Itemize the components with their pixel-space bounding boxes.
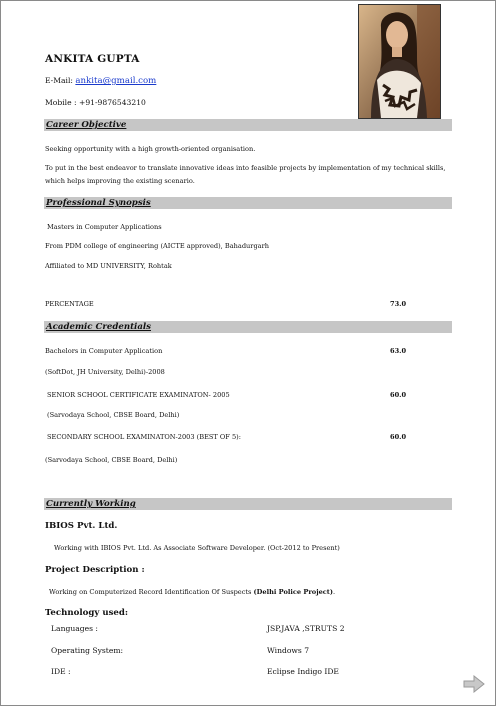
percentage-label: PERCENTAGE xyxy=(45,300,94,308)
synopsis-line-1: Masters in Computer Applications xyxy=(47,223,162,231)
tech-row-1-value: JSP,JAVA ,STRUTS 2 xyxy=(267,624,345,633)
tech-row-3-value: Eclipse Indigo IDE xyxy=(267,667,339,676)
credential-3-score: 60.0 xyxy=(390,433,407,441)
project-end: . xyxy=(332,588,336,596)
credential-3-label: SECONDARY SCHOOL EXAMINATON-2003 (BEST OF 5): xyxy=(47,433,241,441)
email-line xyxy=(45,76,156,86)
synopsis-line-3: Affiliated to MD UNIVERSITY, Rohtak xyxy=(45,262,172,270)
credential-3-detail: (Sarvodaya School, CBSE Board, Delhi) xyxy=(45,456,178,464)
section-currently-working xyxy=(44,498,452,510)
project-title: Project Description : xyxy=(45,565,145,575)
mobile-label: Mobile : xyxy=(45,98,77,107)
profile-photo-art xyxy=(359,5,440,118)
section-academic-credentials xyxy=(44,321,452,333)
objective-line-1: Seeking opportunity with a high growth-oriented organisation. xyxy=(45,145,256,153)
credential-2-detail: (Sarvodaya School, CBSE Board, Delhi) xyxy=(47,411,180,419)
section-career-objective xyxy=(44,119,452,131)
section-title: Currently Working xyxy=(46,499,136,509)
section-title: Academic Credentials xyxy=(46,322,151,332)
synopsis-line-2: From PDM college of engineering (AICTE approved), Bahadurgarh xyxy=(45,242,270,250)
project-name: (Delhi Police Project) xyxy=(253,588,333,596)
percentage-value: 73.0 xyxy=(390,300,407,308)
mobile-line xyxy=(45,98,146,107)
section-professional-synopsis xyxy=(44,197,452,209)
mobile-number: +91-9876543210 xyxy=(78,98,146,107)
tech-row-2-value: Windows 7 xyxy=(267,646,310,655)
technology-title: Technology used: xyxy=(45,608,129,618)
profile-photo xyxy=(358,4,441,119)
email-link[interactable]: ankita@gmail.com xyxy=(75,76,157,86)
next-arrow-icon[interactable] xyxy=(463,675,485,693)
credential-1-score: 63.0 xyxy=(390,347,407,355)
candidate-name: ANKITA GUPTA xyxy=(45,53,140,65)
project-line xyxy=(49,588,335,596)
tech-row-2-label: Operating System: xyxy=(51,646,124,655)
credential-2-score: 60.0 xyxy=(390,391,407,399)
section-title: Career Objective xyxy=(46,120,127,130)
project-text: Working on Computerized Record Identification Of Suspects xyxy=(49,588,252,596)
objective-line-2: To put in the best endeavor to translate innovative ideas into feasible projects by implementation of my technical skills, xyxy=(45,164,446,172)
credential-2-label: SENIOR SCHOOL CERTIFICATE EXAMINATON- 2005 xyxy=(47,391,230,399)
role-line: Working with IBIOS Pvt. Ltd. As Associate Software Developer. (Oct-2012 to Present) xyxy=(54,544,340,552)
tech-row-3-label: IDE : xyxy=(51,667,71,676)
company-name: IBIOS Pvt. Ltd. xyxy=(45,521,118,531)
objective-line-3: which helps improving the existing scenario. xyxy=(45,177,195,185)
section-title: Professional Synopsis xyxy=(46,198,151,208)
credential-1-label: Bachelors in Computer Application xyxy=(45,347,163,355)
credential-1-detail: (SoftDot, JH University, Delhi)-2008 xyxy=(45,368,165,376)
email-label: E-Mail: xyxy=(45,76,73,85)
tech-row-1-label: Languages : xyxy=(51,624,98,633)
